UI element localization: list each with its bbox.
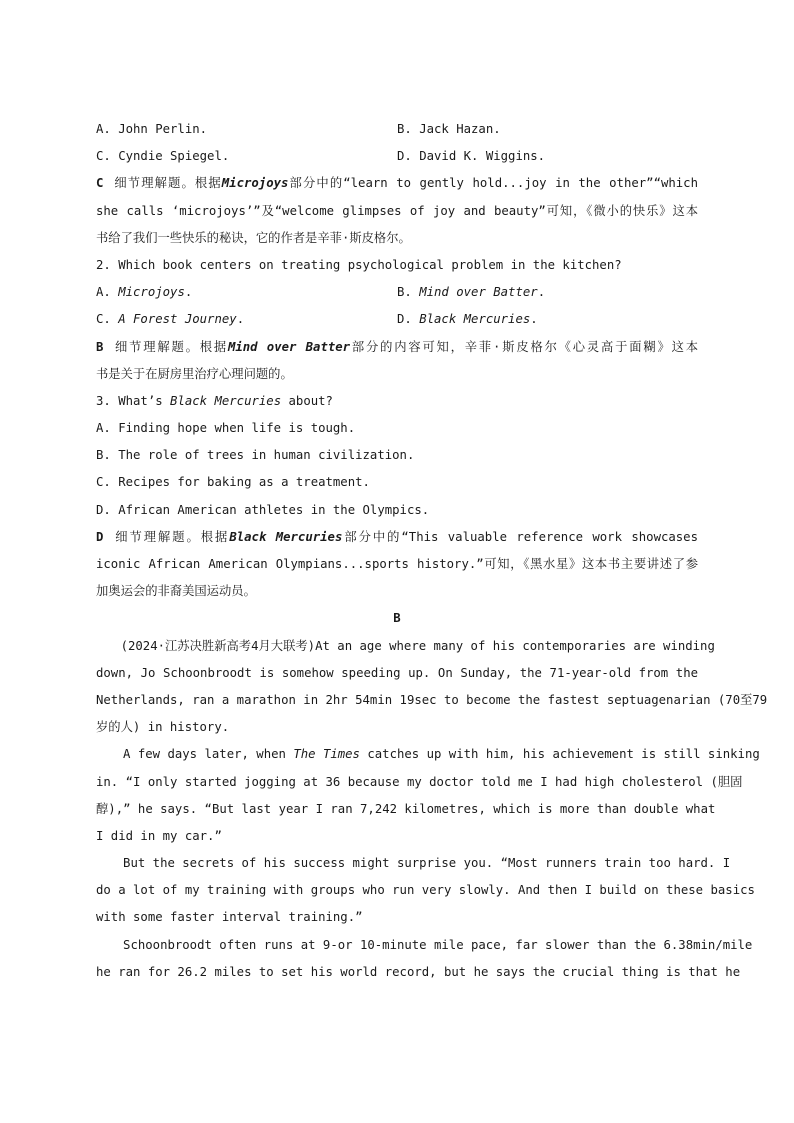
answer-3-text: 细节理解题。根据 (113, 529, 230, 544)
q3-option-b: B. The role of trees in human civilization. (96, 448, 415, 463)
passage-p1-line-2: down, Jo Schoonbroodt is somehow speeding up. On Sunday, the 71-year-old from the (96, 665, 698, 680)
passage-p2-line-1: A few days later, when The Times catches up with him, his achievement is still sinking (123, 747, 760, 762)
answer-2-book: Mind over Batter (227, 339, 351, 354)
document-page (96, 116, 768, 986)
answer-1-book: Microjoys (221, 176, 289, 191)
passage-p1-line-4: 岁的人) in history. (96, 720, 230, 735)
q2-option-b: B. Mind over Batter. (397, 285, 546, 300)
answer-1-text: 细节理解题。根据 (113, 176, 222, 191)
answer-2-letter: B (96, 339, 104, 354)
answer-1-line-3: 书给了我们一些快乐的秘诀，它的作者是辛菲·斯皮格尔。 (96, 230, 411, 245)
q1-option-d: D. David K. Wiggins. (397, 149, 546, 164)
passage-p3-line-2: do a lot of my training with groups who run very slowly. And then I build on these basics (96, 883, 755, 898)
passage-p2-line-2: in. “I only started jogging at 36 because my doctor told me I had high cholesterol (胆固 (96, 774, 743, 789)
q2-options-row-1 (96, 279, 698, 306)
answer-2-line-1 (96, 334, 698, 361)
q1-option-a: A. John Perlin. (96, 122, 208, 136)
section-b-heading: B (393, 611, 401, 626)
answer-1-line-2: she calls ‘microjoys’”及“welcome glimpses of joy and beauty”可知，《微小的快乐》这本 (96, 203, 698, 218)
answer-1-letter: C (96, 176, 104, 191)
passage-p3-line-1: But the secrets of his success might surprise you. “Most runners train too hard. I (123, 856, 731, 871)
q2-option-a: A. Microjoys. (96, 285, 193, 300)
answer-3-line-3: 加奥运会的非裔美国运动员。 (96, 584, 256, 599)
answer-1-text: 部分中的“learn to gently hold...joy in the other”“which (288, 176, 698, 191)
q3-option-c: C. Recipes for baking as a treatment. (96, 475, 370, 490)
q1-options-row-2 (96, 143, 698, 170)
answer-2-text: 部分的内容可知，辛菲·斯皮格尔《心灵高于面糊》这本 (350, 339, 698, 354)
passage-p2-line-4: I did in my car.” (96, 828, 222, 843)
passage-p4-line-2: he ran for 26.2 miles to set his world record, but he says the crucial thing is that he (96, 964, 741, 979)
answer-3-line-2: iconic African American Olympians...sports history.”可知，《黑水星》这本书主要讲述了参 (96, 557, 698, 571)
passage-p3-line-3: with some faster interval training.” (96, 910, 363, 925)
question-3-stem: 3. What’s Black Mercuries about? (96, 393, 333, 408)
q2-option-d: D. Black Mercuries. (397, 312, 538, 327)
answer-1-line-1 (96, 170, 698, 197)
passage-p4-line-1: Schoonbroodt often runs at 9-or 10-minute mile pace, far slower than the 6.38min/mile (123, 937, 753, 952)
answer-2-text: 细节理解题。根据 (113, 339, 228, 354)
answer-3-letter: D (96, 529, 104, 544)
q1-option-b: B. Jack Hazan. (397, 122, 501, 136)
q2-options-row-2 (96, 306, 698, 333)
q3-option-a: A. Finding hope when life is tough. (96, 421, 356, 436)
q2-option-c: C. A Forest Journey. (96, 312, 245, 327)
q1-option-c: C. Cyndie Spiegel. (96, 149, 230, 164)
answer-3-line-1 (96, 524, 698, 551)
passage-p1-line-1: (2024·江苏决胜新高考4月大联考)At an age where many of his contemporaries are winding (120, 638, 715, 653)
passage-p1-line-3: Netherlands, ran a marathon in 2hr 54min 19sec to become the fastest septuagenarian (70至79 (96, 692, 768, 707)
answer-3-text: 部分中的“This valuable reference work showcases (342, 529, 698, 544)
q1-options-row-1 (96, 116, 698, 143)
passage-p2-line-3: 醇),” he says. “But last year I ran 7,242 kilometres, which is more than double what (96, 801, 716, 816)
q3-option-d: D. African American athletes in the Olympics. (96, 502, 430, 517)
answer-3-book: Black Mercuries (229, 529, 343, 544)
question-2-stem: 2. Which book centers on treating psychological problem in the kitchen? (96, 257, 622, 272)
answer-2-line-2: 书是关于在厨房里治疗心理问题的。 (96, 366, 293, 381)
